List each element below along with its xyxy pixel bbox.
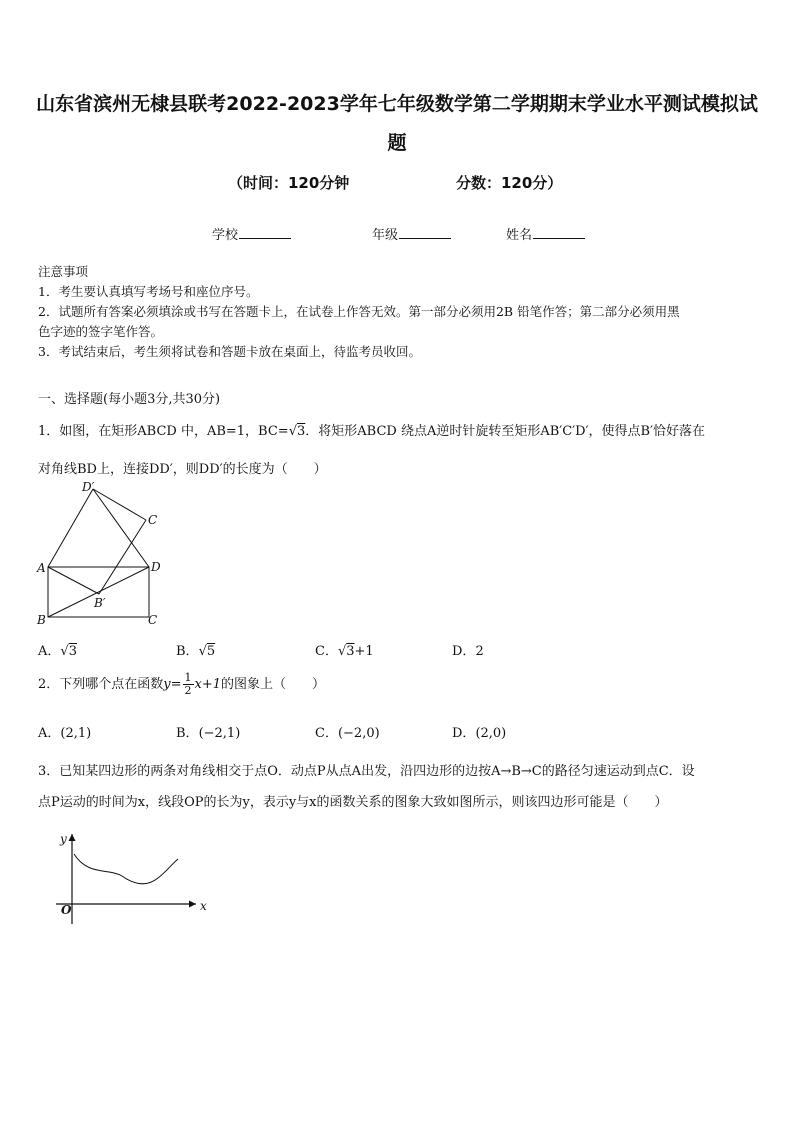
section-heading: 一、选择题(每小题3分,共30分) bbox=[38, 392, 221, 407]
sqrt-icon: √ bbox=[198, 644, 207, 659]
option-value: 2 bbox=[475, 644, 484, 659]
option-label: D． bbox=[452, 726, 476, 741]
q1-option-a[interactable] bbox=[38, 640, 77, 659]
curve-line bbox=[74, 854, 178, 884]
q1-text-a: 1．如图，在矩形ABCD 中，AB=1，BC= bbox=[38, 424, 289, 439]
name-label: 姓名 bbox=[506, 228, 533, 243]
q1-option-b[interactable] bbox=[176, 640, 215, 659]
q2-option-d[interactable] bbox=[452, 722, 506, 741]
notes-item: 3．考试结束后，考生须将试卷和答题卡放在桌面上，待监考员收回。 bbox=[38, 344, 421, 359]
grade-blank bbox=[399, 226, 451, 239]
option-value: (−2,1) bbox=[198, 726, 241, 741]
exam-time: （时间：120分钟 bbox=[228, 174, 350, 192]
notes-item: 2．试题所有答案必须填涂或书写在答题卡上，在试卷上作答无效。第一部分必须用2B 铅笔作答；第二部分必须用黑 bbox=[38, 304, 680, 319]
q3-function-graph bbox=[48, 828, 218, 928]
q3-line1: 3．已知某四边形的两条对角线相交于点O．动点P从点A出发，沿四边形的边按A→B→C的路径匀速运动到点C．设 bbox=[38, 764, 695, 779]
label-c: C bbox=[148, 613, 158, 627]
label-b-prime: B′ bbox=[94, 596, 106, 610]
option-radicand: 5 bbox=[206, 644, 216, 659]
option-label: A． bbox=[38, 726, 61, 741]
grade-label: 年级 bbox=[372, 228, 399, 243]
graph-label-x: x bbox=[200, 899, 207, 913]
segment-d-prime-c-prime bbox=[93, 489, 146, 520]
q1-line1 bbox=[38, 420, 768, 439]
label-c-prime: C bbox=[148, 513, 158, 527]
sqrt-icon: √ bbox=[337, 644, 347, 659]
q2-option-b[interactable] bbox=[176, 722, 240, 741]
fraction-denominator: 2 bbox=[184, 684, 192, 697]
option-value: (−2,0) bbox=[337, 726, 380, 741]
segment-c-prime-b-prime bbox=[99, 520, 146, 594]
school-label: 学校 bbox=[212, 228, 239, 243]
graph-label-y: y bbox=[60, 832, 67, 846]
option-label: A． bbox=[38, 644, 61, 659]
option-label: B． bbox=[176, 726, 199, 741]
q1-line2: 对角线BD上，连接DD′，则DD′的长度为（ ） bbox=[38, 462, 327, 477]
q2-text-a: 2．下列哪个点在函数 bbox=[38, 677, 164, 692]
sqrt-icon: √ bbox=[288, 424, 297, 439]
func-y: y bbox=[163, 677, 171, 692]
notes-item: 1．考生要认真填写考场号和座位序号。 bbox=[38, 284, 259, 299]
option-value: (2,1) bbox=[60, 726, 92, 741]
notes-item: 色字迹的签字笔作答。 bbox=[38, 324, 164, 339]
func-rest: x+1 bbox=[194, 677, 222, 692]
segment-ad-prime bbox=[48, 489, 93, 567]
q1-option-c[interactable] bbox=[315, 640, 374, 659]
notes-block bbox=[38, 262, 762, 362]
segment-ab-prime bbox=[48, 567, 99, 594]
option-label: C． bbox=[315, 644, 338, 659]
option-radicand: 3 bbox=[346, 644, 355, 659]
q1-text-b: ．将矩形ABCD 绕点A逆时针旋转至矩形AB′C′D′，使得点B′恰好落在 bbox=[305, 424, 706, 439]
q1-option-d[interactable] bbox=[452, 640, 484, 659]
fraction bbox=[183, 672, 194, 697]
q2-option-a[interactable] bbox=[38, 722, 91, 741]
grade-field bbox=[372, 224, 451, 243]
exam-score: 分数：120分） bbox=[456, 174, 563, 192]
option-label: C． bbox=[315, 726, 338, 741]
sqrt-icon: √ bbox=[60, 644, 69, 659]
exam-title-line1: 山东省滨州无棣县联考2022-2023学年七年级数学第二学期期末学业水平测试模拟试 bbox=[36, 93, 758, 115]
school-field bbox=[212, 224, 291, 243]
func-eq: = bbox=[170, 677, 182, 692]
graph-label-origin: O bbox=[61, 903, 72, 917]
exam-title-line2: 题 bbox=[387, 132, 407, 154]
option-label: B． bbox=[176, 644, 199, 659]
label-a: A bbox=[37, 561, 46, 575]
label-d: D bbox=[151, 560, 161, 574]
notes-heading: 注意事项 bbox=[38, 264, 89, 279]
q2-option-c[interactable] bbox=[315, 722, 380, 741]
q1-geometry-figure bbox=[32, 478, 168, 630]
option-radicand: 3 bbox=[68, 644, 77, 659]
option-value: (2,0) bbox=[475, 726, 507, 741]
option-suffix: +1 bbox=[354, 644, 374, 659]
q1-radicand: 3 bbox=[297, 424, 306, 439]
q3-line2: 点P运动的时间为x，线段OP的长为y，表示y与x的函数关系的图象大致如图所示，则该四边形可能是（ ） bbox=[38, 795, 668, 810]
school-blank bbox=[239, 226, 291, 239]
q2-text-b: 的图象上（ ） bbox=[221, 677, 326, 692]
name-field bbox=[506, 224, 585, 243]
label-d-prime: D′ bbox=[82, 480, 95, 494]
q2-line bbox=[38, 672, 325, 697]
label-b: B bbox=[37, 613, 46, 627]
fraction-numerator: 1 bbox=[184, 671, 192, 684]
name-blank bbox=[533, 226, 585, 239]
option-label: D． bbox=[452, 644, 476, 659]
